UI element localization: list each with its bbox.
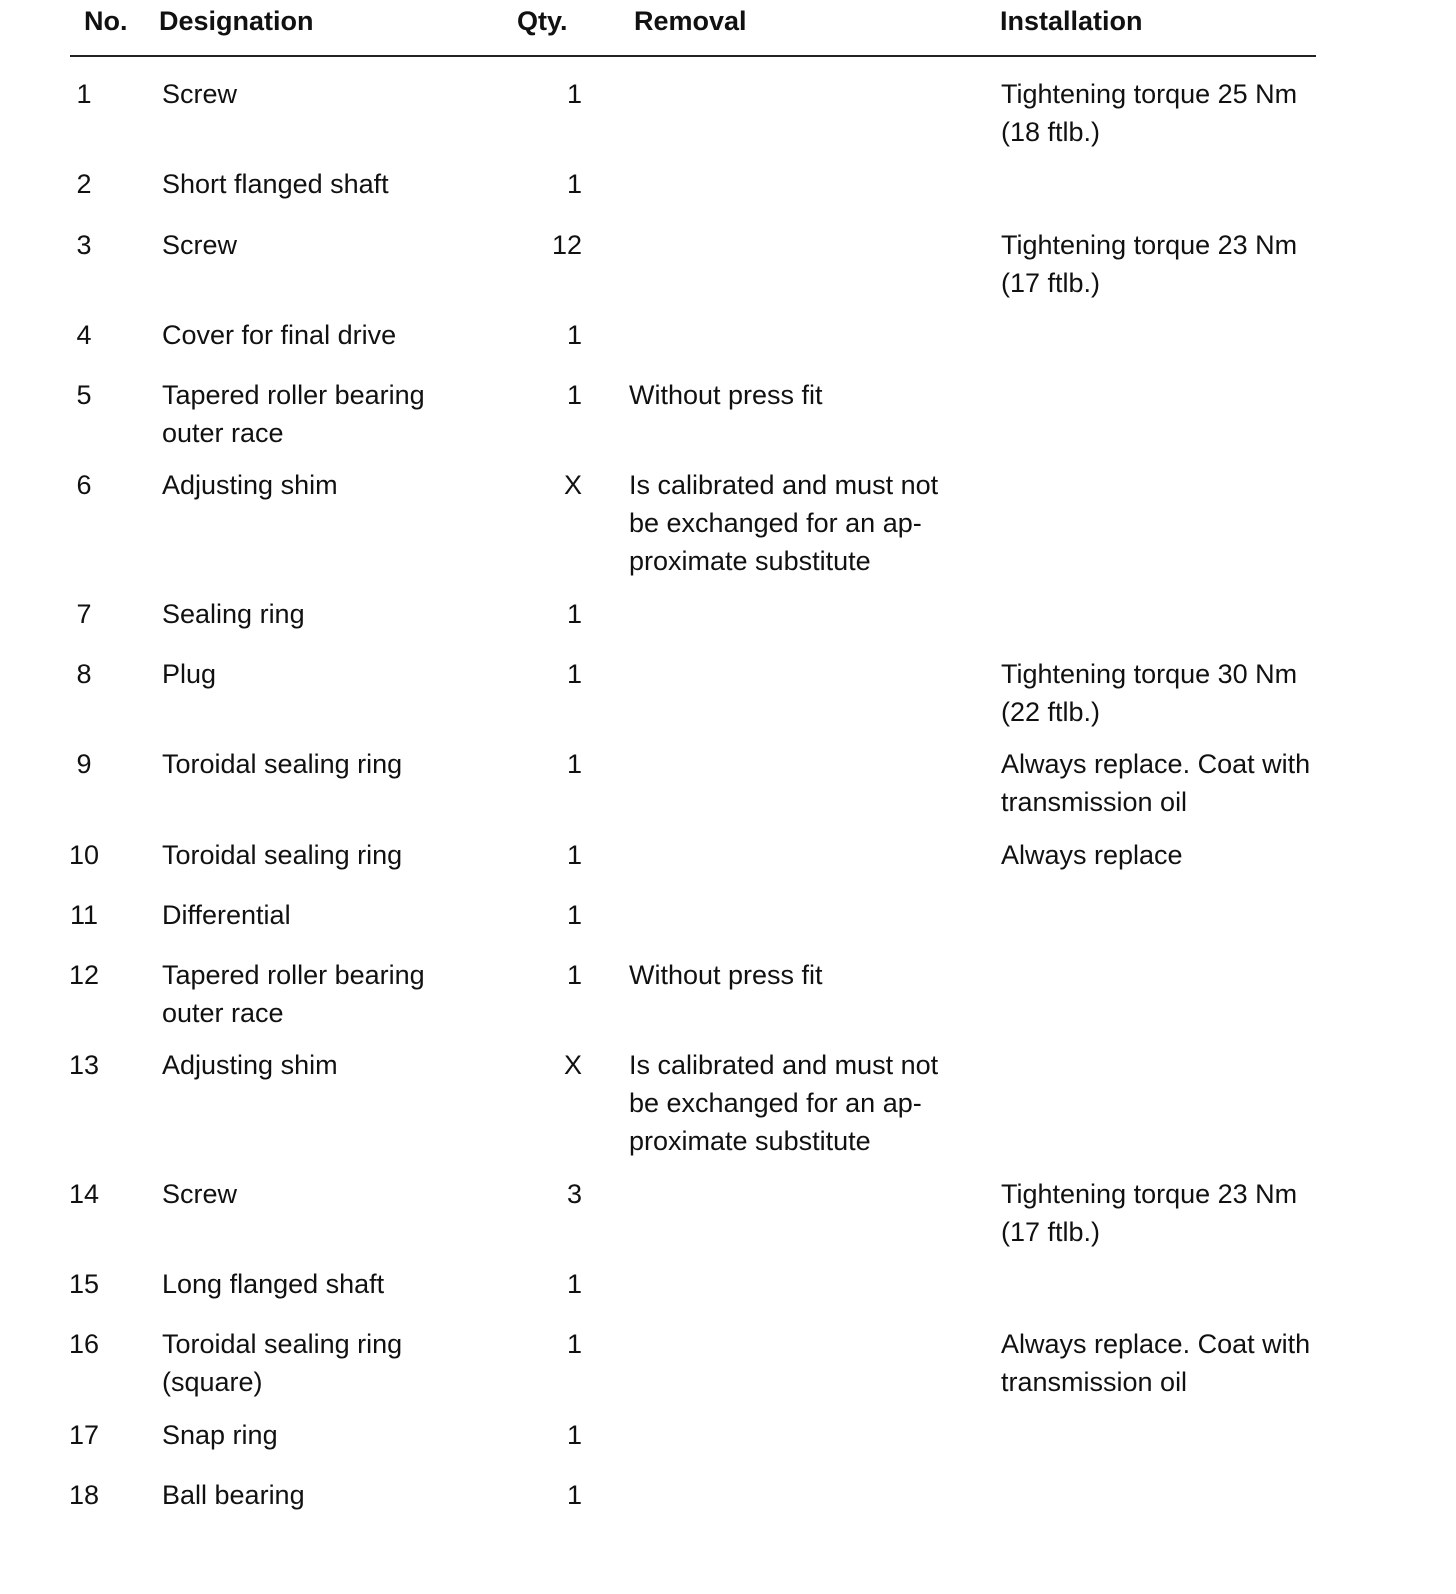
cell-removal-line: Without press fit <box>629 960 823 990</box>
cell-installation-line: (17 ftlb.) <box>1001 1217 1101 1247</box>
cell-designation <box>162 1476 492 1514</box>
cell-designation <box>162 1175 492 1213</box>
cell-qty <box>530 655 582 693</box>
cell-installation-line: (17 ftlb.) <box>1001 268 1101 298</box>
cell-qty-line: X <box>563 470 582 500</box>
cell-no-line: 17 <box>68 1420 100 1450</box>
cell-designation <box>162 226 492 264</box>
cell-no-line: 13 <box>68 1050 100 1080</box>
cell-qty-line: 1 <box>566 599 582 629</box>
cell-no-line: 12 <box>68 960 100 990</box>
cell-qty <box>530 1265 582 1303</box>
cell-no-line: 4 <box>76 320 92 350</box>
cell-no <box>60 226 108 264</box>
cell-qty-line: 1 <box>566 380 582 410</box>
cell-installation-line: Tightening torque 23 Nm <box>1001 1179 1298 1209</box>
cell-designation-line: Screw <box>162 79 238 109</box>
cell-removal <box>629 376 969 414</box>
cell-designation-line: Differential <box>162 900 291 930</box>
cell-no-line: 9 <box>76 749 92 779</box>
cell-designation <box>162 165 492 203</box>
cell-qty <box>530 956 582 994</box>
cell-designation-line: Toroidal sealing ring <box>162 749 403 779</box>
cell-no <box>60 836 108 874</box>
cell-designation <box>162 655 492 693</box>
cell-qty-line: 1 <box>566 1420 582 1450</box>
cell-installation-line: Tightening torque 30 Nm <box>1001 659 1298 689</box>
cell-designation-line: outer race <box>162 418 284 448</box>
cell-qty-line: 12 <box>551 230 582 260</box>
cell-designation <box>162 1046 492 1084</box>
cell-installation-line: Always replace. Coat with <box>1001 749 1311 779</box>
cell-qty-line: 1 <box>566 1269 582 1299</box>
cell-designation-line: Tapered roller bearing <box>162 960 425 990</box>
cell-no <box>60 1325 108 1363</box>
header-designation: Designation <box>159 6 314 36</box>
cell-no-line: 8 <box>76 659 92 689</box>
cell-designation <box>162 316 492 354</box>
cell-no-line: 1 <box>76 79 92 109</box>
cell-installation <box>1001 226 1331 302</box>
cell-no-line: 7 <box>76 599 92 629</box>
cell-no <box>60 1265 108 1303</box>
cell-no <box>60 1416 108 1454</box>
cell-designation <box>162 745 492 783</box>
cell-qty <box>530 376 582 414</box>
cell-qty <box>530 226 582 264</box>
header-qty: Qty. <box>517 6 568 36</box>
cell-qty <box>530 1476 582 1514</box>
cell-qty-line: 1 <box>566 960 582 990</box>
cell-designation-line: Snap ring <box>162 1420 278 1450</box>
cell-qty-line: 1 <box>566 840 582 870</box>
cell-designation <box>162 466 492 504</box>
cell-installation <box>1001 745 1331 821</box>
cell-designation-line: Screw <box>162 230 238 260</box>
cell-no-line: 14 <box>68 1179 100 1209</box>
cell-designation <box>162 1325 492 1401</box>
cell-qty-line: 1 <box>566 749 582 779</box>
cell-designation-line: Screw <box>162 1179 238 1209</box>
cell-no-line: 10 <box>68 840 100 870</box>
cell-designation-line: (square) <box>162 1367 263 1397</box>
header-no: No. <box>84 6 128 36</box>
cell-designation-line: Toroidal sealing ring <box>162 1329 403 1359</box>
cell-installation <box>1001 1325 1331 1401</box>
cell-no-line: 18 <box>68 1480 100 1510</box>
cell-designation <box>162 1416 492 1454</box>
cell-designation-line: Adjusting shim <box>162 1050 338 1080</box>
cell-no-line: 6 <box>76 470 92 500</box>
cell-designation-line: Long flanged shaft <box>162 1269 385 1299</box>
cell-no <box>60 655 108 693</box>
cell-removal <box>629 956 969 994</box>
cell-qty <box>530 896 582 934</box>
cell-qty <box>530 1325 582 1363</box>
cell-no <box>60 956 108 994</box>
cell-installation <box>1001 655 1331 731</box>
cell-designation-line: Cover for final drive <box>162 320 397 350</box>
cell-qty-line: 1 <box>566 1329 582 1359</box>
cell-qty <box>530 1175 582 1213</box>
cell-installation <box>1001 75 1331 151</box>
header-installation: Installation <box>1000 6 1143 36</box>
cell-designation-line: Adjusting shim <box>162 470 338 500</box>
cell-installation-line: Always replace. Coat with <box>1001 1329 1311 1359</box>
cell-qty <box>530 466 582 504</box>
cell-qty <box>530 75 582 113</box>
cell-designation-line: Sealing ring <box>162 599 305 629</box>
cell-no <box>60 466 108 504</box>
cell-no-line: 3 <box>76 230 92 260</box>
cell-removal-line: Is calibrated and must not <box>629 1050 939 1080</box>
cell-installation <box>1001 836 1331 874</box>
cell-no-line: 16 <box>68 1329 100 1359</box>
cell-no-line: 5 <box>76 380 92 410</box>
cell-designation <box>162 376 492 452</box>
cell-removal-line: proximate substitute <box>629 546 871 576</box>
cell-qty <box>530 1416 582 1454</box>
cell-qty <box>530 316 582 354</box>
cell-qty <box>530 165 582 203</box>
cell-installation-line: (18 ftlb.) <box>1001 117 1101 147</box>
cell-no-line: 2 <box>76 169 92 199</box>
cell-no <box>60 75 108 113</box>
cell-removal-line: be exchanged for an ap- <box>629 508 922 538</box>
cell-installation-line: (22 ftlb.) <box>1001 697 1101 727</box>
cell-designation-line: Plug <box>162 659 217 689</box>
cell-removal-line: proximate substitute <box>629 1126 871 1156</box>
header-removal: Removal <box>634 6 747 36</box>
cell-no <box>60 165 108 203</box>
cell-no <box>60 1046 108 1084</box>
cell-designation <box>162 836 492 874</box>
cell-qty-line: 3 <box>566 1179 582 1209</box>
cell-no <box>60 1175 108 1213</box>
cell-designation <box>162 956 492 1032</box>
cell-qty-line: 1 <box>566 1480 582 1510</box>
cell-qty-line: 1 <box>566 659 582 689</box>
cell-no <box>60 376 108 414</box>
cell-designation-line: outer race <box>162 998 284 1028</box>
cell-designation-line: Ball bearing <box>162 1480 305 1510</box>
cell-no <box>60 595 108 633</box>
cell-no-line: 15 <box>68 1269 100 1299</box>
cell-removal-line: be exchanged for an ap- <box>629 1088 922 1118</box>
cell-no <box>60 1476 108 1514</box>
cell-qty-line: 1 <box>566 900 582 930</box>
cell-qty-line: X <box>563 1050 582 1080</box>
cell-qty <box>530 836 582 874</box>
cell-removal-line: Is calibrated and must not <box>629 470 939 500</box>
cell-removal <box>629 1046 969 1160</box>
cell-qty <box>530 1046 582 1084</box>
cell-qty-line: 1 <box>566 79 582 109</box>
cell-removal <box>629 466 969 580</box>
cell-no-line: 11 <box>69 900 99 930</box>
cell-designation <box>162 595 492 633</box>
cell-no <box>60 745 108 783</box>
cell-designation <box>162 1265 492 1303</box>
cell-designation <box>162 896 492 934</box>
cell-designation <box>162 75 492 113</box>
cell-designation-line: Toroidal sealing ring <box>162 840 403 870</box>
cell-qty-line: 1 <box>566 320 582 350</box>
cell-installation-line: transmission oil <box>1001 787 1188 817</box>
cell-designation-line: Short flanged shaft <box>162 169 389 199</box>
cell-no <box>60 896 108 934</box>
cell-installation-line: Tightening torque 23 Nm <box>1001 230 1298 260</box>
cell-qty-line: 1 <box>566 169 582 199</box>
cell-installation-line: Tightening torque 25 Nm <box>1001 79 1298 109</box>
cell-installation-line: transmission oil <box>1001 1367 1188 1397</box>
cell-installation-line: Always replace <box>1001 840 1183 870</box>
cell-designation-line: Tapered roller bearing <box>162 380 425 410</box>
cell-installation <box>1001 1175 1331 1251</box>
cell-no <box>60 316 108 354</box>
cell-qty <box>530 595 582 633</box>
cell-removal-line: Without press fit <box>629 380 823 410</box>
cell-qty <box>530 745 582 783</box>
